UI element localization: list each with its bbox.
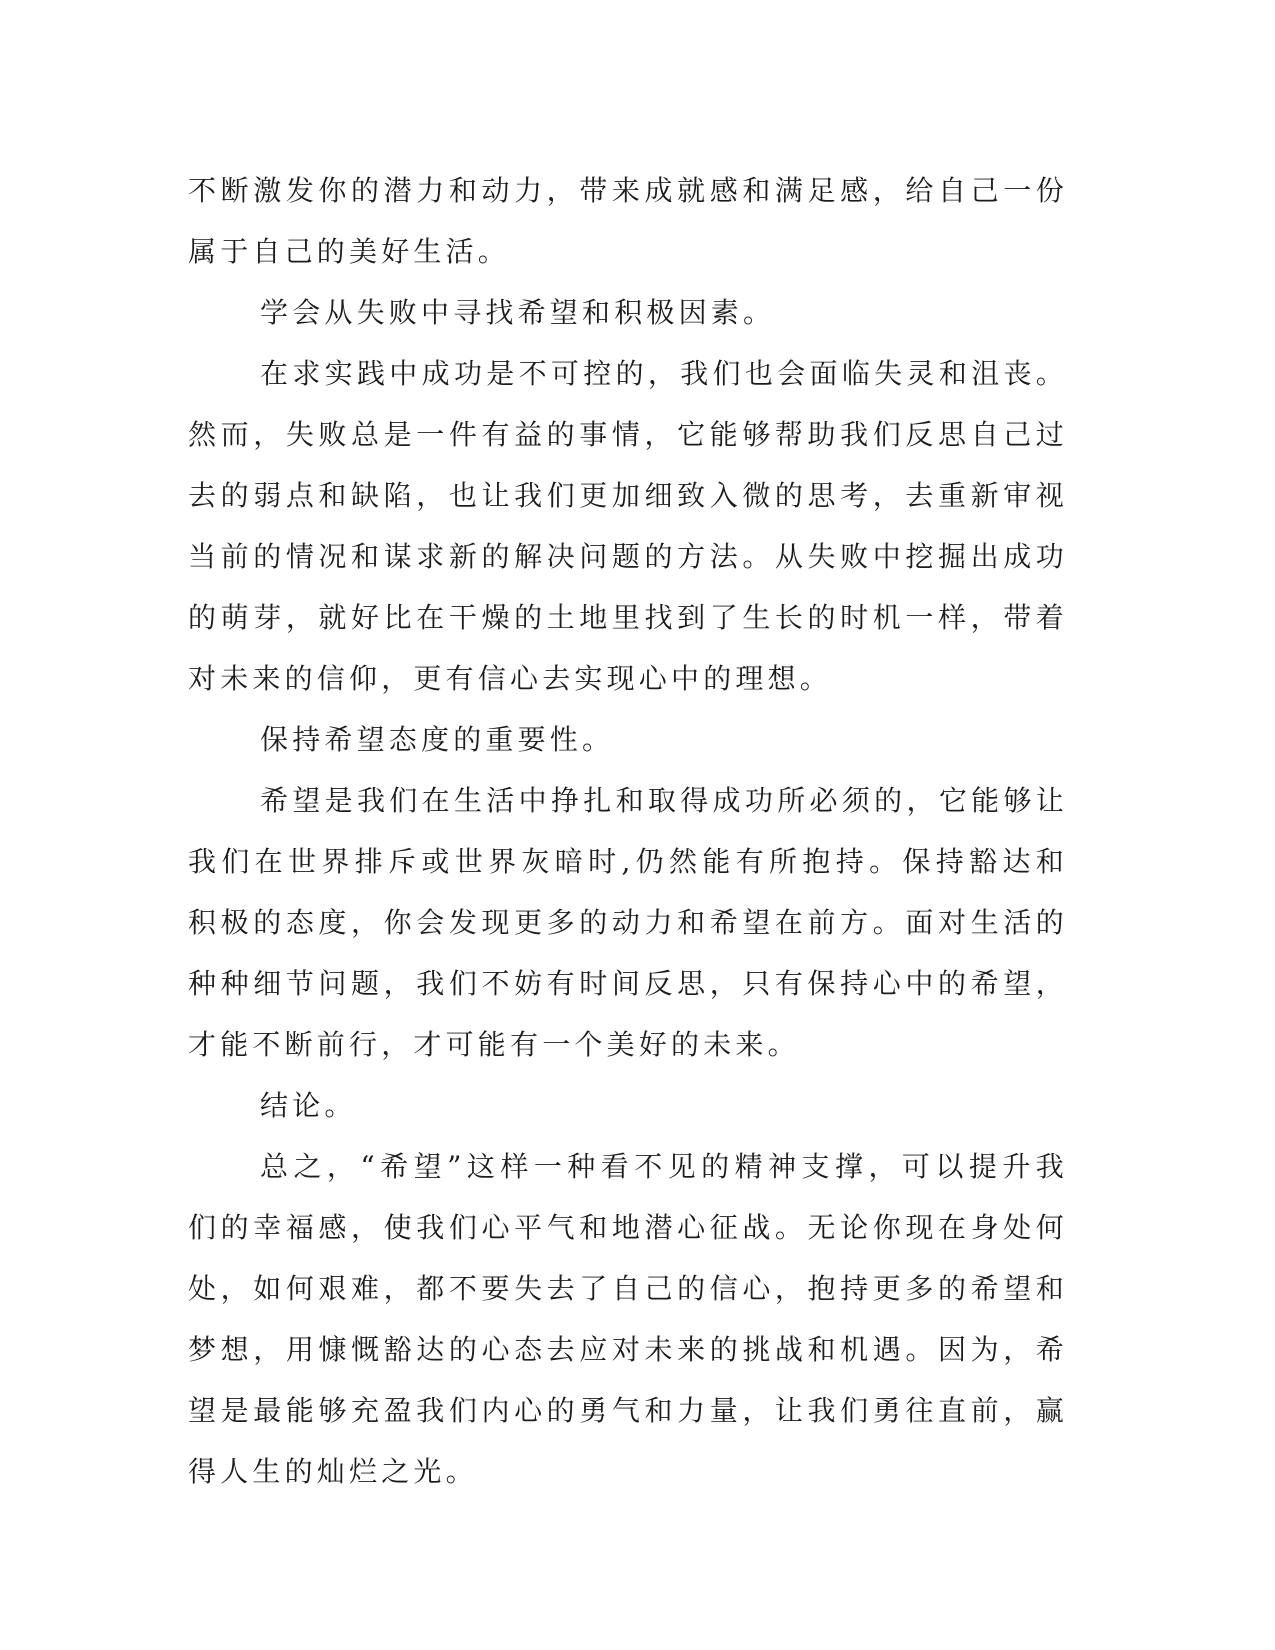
paragraph-continuation: 不断激发你的潜力和动力，带来成就感和满足感，给自己一份属于自己的美好生活。 [188,174,1068,268]
section-heading-failure: 学会从失败中寻找希望和积极因素。 [260,296,776,329]
paragraph-failure: 在求实践中成功是不可控的，我们也会面临失灵和沮丧。然而，失败总是一件有益的事情，它能够帮助我们反思自己过去的弱点和缺陷，也让我们更加细致入微的思考，去重新审视当前的情况和谋求新的解决问题的方法。从失败中挖掘出成功的萌芽，就好比在干燥的土地里找到了生长的时机一样，带着对未来的信仰，更有信心去实现心中的理想。 [188,357,1068,695]
document-body [188,160,1068,1502]
section-heading-hope-attitude: 保持希望态度的重要性。 [260,723,615,756]
paragraph-conclusion: 总之，“希望”这样一种看不见的精神支撑，可以提升我们的幸福感，使我们心平气和地潜心征战。无论你现在身处何处，如何艰难，都不要失去了自己的信心，抱持更多的希望和梦想，用慷慨豁达的心态去应对未来的挑战和机遇。因为，希望是最能够充盈我们内心的勇气和力量，让我们勇往直前，赢得人生的灿烂之光。 [188,1150,1068,1488]
paragraph-hope-attitude: 希望是我们在生活中挣扎和取得成功所必须的，它能够让我们在世界排斥或世界灰暗时,仍然能有所抱持。保持豁达和积极的态度，你会发现更多的动力和希望在前方。面对生活的种种细节问题，我们不妨有时间反思，只有保持心中的希望，才能不断前行，才可能有一个美好的未来。 [188,784,1068,1061]
section-heading-conclusion: 结论。 [260,1089,357,1122]
